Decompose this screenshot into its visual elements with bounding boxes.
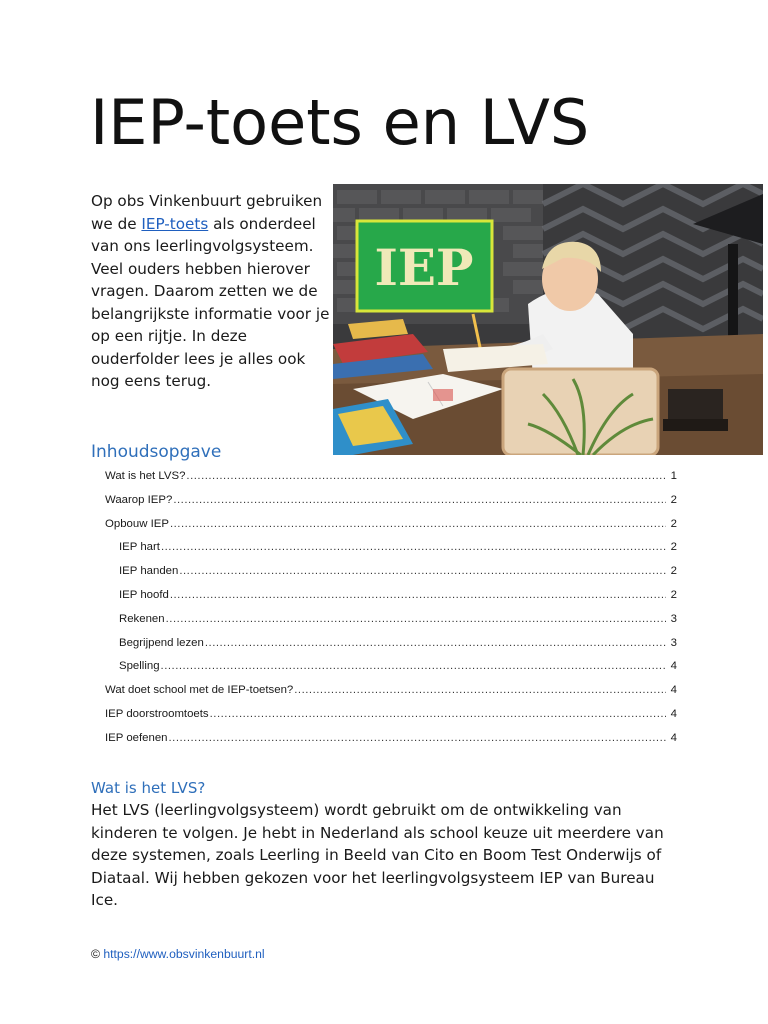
toc-entry[interactable] — [105, 489, 677, 513]
toc-entry[interactable] — [105, 536, 677, 560]
toc-entry-page: 2 — [670, 565, 677, 578]
toc-dot-leader — [170, 584, 666, 608]
toc-entry[interactable] — [105, 608, 677, 632]
toc-dot-leader — [170, 513, 666, 537]
toc-entry-page: 3 — [670, 612, 677, 625]
toc-entry-page: 4 — [670, 731, 677, 744]
toc-entry-label: Spelling — [119, 660, 160, 673]
toc-entry-page: 2 — [670, 517, 677, 530]
intro-text-before: Op obs Vinkenbuurt gebruiken we de — [91, 192, 323, 233]
iep-toets-link[interactable]: IEP-toets — [141, 214, 209, 233]
toc-dot-leader — [205, 632, 666, 656]
toc-entry[interactable] — [105, 632, 677, 656]
website-link[interactable]: https://www.obsvinkenbuurt.nl — [103, 947, 265, 961]
toc-entry-label: Wat doet school met de IEP-toetsen? — [105, 684, 294, 697]
toc-dot-leader — [210, 703, 666, 727]
footer — [91, 947, 265, 961]
toc-entry-label: IEP handen — [119, 565, 179, 578]
toc-dot-leader — [173, 489, 666, 513]
toc-dot-leader — [161, 655, 666, 679]
toc-entry-page: 4 — [670, 684, 677, 697]
toc-entry-page: 3 — [670, 636, 677, 649]
toc-dot-leader — [186, 465, 666, 489]
toc-entry-label: Wat is het LVS? — [105, 470, 186, 482]
section-body: Het LVS (leerlingvolgsysteem) wordt gebruikt om de ontwikkeling van kinderen te volgen. Je hebt in Nederland als school keuze uit meerdere van deze systemen, zoals Leerling in Beeld van Cito en Boom Test Onderwijs of Diataal. Wij hebben gekozen voor het leerlingvolgsysteem IEP van Bureau Ice. — [91, 801, 664, 910]
intro-paragraph — [91, 190, 331, 393]
toc-entry[interactable] — [105, 703, 677, 727]
toc-entry-page: 2 — [670, 493, 677, 506]
toc-entry-label: IEP oefenen — [105, 731, 168, 744]
toc-heading: Inhoudsopgave — [91, 442, 222, 462]
toc-entry-page: 4 — [670, 707, 677, 720]
section-heading: Wat is het LVS? — [91, 779, 206, 797]
toc-entry-label: Rekenen — [119, 612, 165, 625]
toc-entry[interactable] — [105, 584, 677, 608]
table-of-contents — [105, 465, 677, 751]
toc-dot-leader — [169, 727, 667, 751]
toc-entry-page: 2 — [670, 588, 677, 601]
toc-entry-label: Begrijpend lezen — [119, 636, 204, 649]
toc-entry-label: Opbouw IEP — [105, 517, 169, 530]
toc-entry-label: IEP doorstroomtoets — [105, 707, 209, 720]
toc-entry-label: IEP hart — [119, 541, 160, 554]
intro-text-after: als onderdeel van ons leerlingvolgsysteem. Veel ouders hebben hierover vragen. Daarom zetten we de belangrijkste informatie voor je op een rijtje. In deze ouderfolder lees je alles ook nog eens terug. — [91, 214, 330, 390]
toc-entry-label: Waarop IEP? — [105, 493, 173, 506]
toc-entry[interactable] — [105, 655, 677, 679]
toc-entry-page: 1 — [670, 470, 677, 482]
toc-entry[interactable] — [105, 727, 677, 751]
toc-entry[interactable] — [105, 560, 677, 584]
toc-dot-leader — [161, 536, 666, 560]
toc-entry-page: 4 — [670, 660, 677, 673]
toc-dot-leader — [166, 608, 666, 632]
iep-logo-text: IEP — [374, 238, 474, 297]
toc-dot-leader — [294, 679, 666, 703]
page-title: IEP-toets en LVS — [90, 86, 590, 159]
copyright-symbol: © — [91, 947, 104, 961]
toc-entry-label: IEP hoofd — [119, 588, 169, 601]
toc-entry[interactable] — [105, 679, 677, 703]
toc-dot-leader — [179, 560, 666, 584]
toc-entry-page: 2 — [670, 541, 677, 554]
hero-photo — [333, 184, 763, 455]
toc-entry[interactable] — [105, 465, 677, 489]
toc-entry[interactable] — [105, 513, 677, 537]
